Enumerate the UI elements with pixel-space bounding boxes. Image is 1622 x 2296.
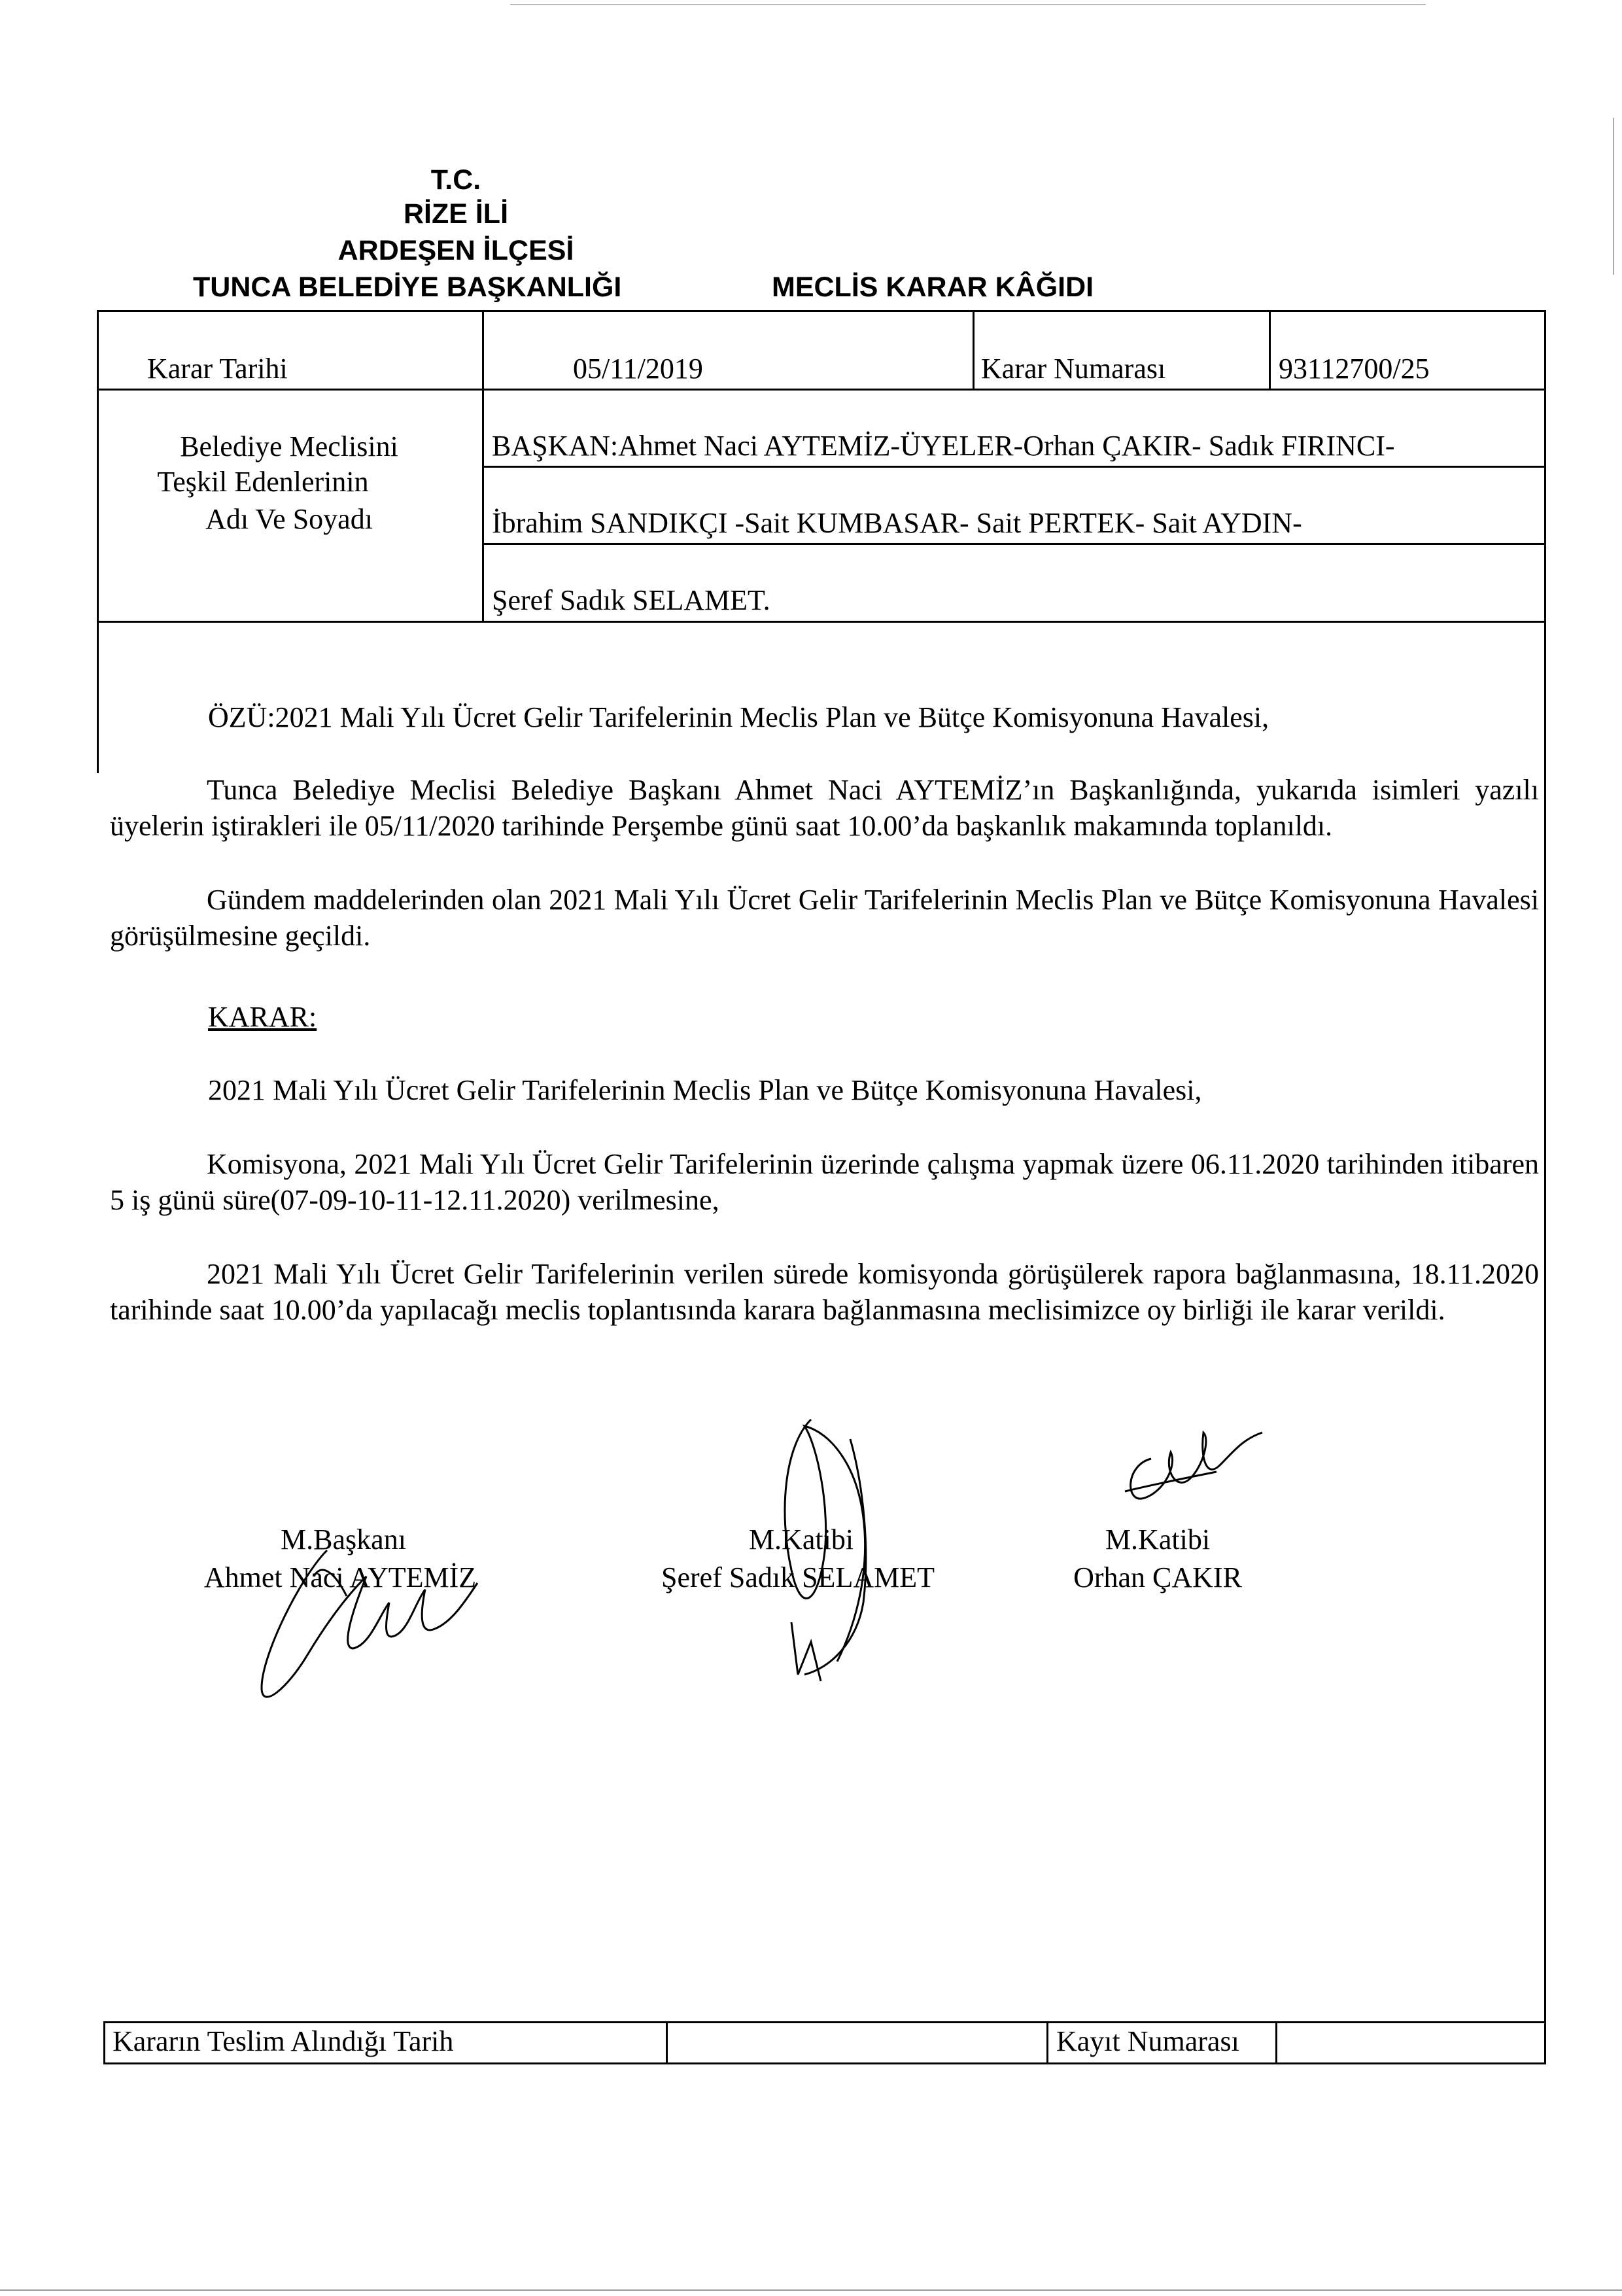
scan-artifact-top (510, 4, 1426, 5)
header-line-district: ARDEŞEN İLÇESİ (337, 235, 574, 266)
members-list-line3: Şeref Sadık SELAMET. (492, 584, 770, 616)
header-line-municipality: TUNCA BELEDİYE BAŞKANLIĞI (193, 271, 622, 303)
members-label-line2: Teşkil Edenlerinin (157, 466, 369, 498)
scan-artifact-bottom (0, 2289, 1622, 2291)
scan-artifact-right (1613, 118, 1614, 275)
header-line-tc: T.C. (430, 164, 481, 196)
handwritten-signature-clerk-2 (1112, 1419, 1269, 1518)
document-type-title: MECLİS KARAR KÂĞIDI (772, 271, 1094, 303)
footer-col-divider (1275, 2021, 1277, 2064)
members-label-line1: Belediye Meclisini (180, 430, 398, 462)
members-list-line2: İbrahim SANDIKÇI -Sait KUMBASAR- Sait PERTEK- Sait AYDIN- (492, 507, 1302, 539)
decision-number-value: 93112700/25 (1279, 353, 1430, 385)
footer-col-divider (1046, 2021, 1048, 2064)
signature-title-president: M.Başkanı (281, 1523, 406, 1556)
decision-title: 2021 Mali Yılı Ücret Gelir Tarifelerinin Meclis Plan ve Bütçe Komisyonuna Havalesi, (208, 1074, 1202, 1106)
table-row-divider (482, 543, 1546, 545)
members-label-line3: Adı Ve Soyadı (205, 503, 373, 535)
table-col-divider (1269, 310, 1271, 389)
decision-date-label: Karar Tarihi (147, 353, 288, 385)
decision-date-value: 05/11/2019 (573, 353, 703, 385)
table-col-divider (482, 310, 484, 623)
signature-title-clerk-2: M.Katibi (1105, 1523, 1211, 1556)
signature-name-clerk-2: Orhan ÇAKIR (1073, 1561, 1242, 1593)
table-col-divider (973, 310, 975, 389)
decision-paragraph-report: 2021 Mali Yılı Ücret Gelir Tarifelerinin verilen sürede komisyonda görüşülerek rapora bağlanmasına, 18.11.2020 tarihinde saat 10.00’da yapılacağı meclis toplantısında karara bağlanmasına meclisimizce oy birliği ile karar verildi. (110, 1258, 1539, 1326)
decision-number-label: Karar Numarası (981, 353, 1166, 385)
page-frame-right (1544, 623, 1546, 2062)
table-row-divider (482, 466, 1546, 468)
handwritten-signature-president (249, 1524, 497, 1707)
record-number-label: Kayıt Numarası (1056, 2025, 1239, 2057)
decision-summary: ÖZÜ:2021 Mali Yılı Ücret Gelir Tarifelerinin Meclis Plan ve Bütçe Komisyonuna Havalesi, (208, 701, 1269, 733)
table-row-divider (97, 389, 1546, 391)
meeting-paragraph: Tunca Belediye Meclisi Belediye Başkanı Ahmet Naci AYTEMİZ’ın Başkanlığında, yukarıda isimleri yazılı üyelerin iştirakleri ile 05/11/2020 tarihinde Perşembe günü saat 10.00’da başkanlık makamında toplanıldı. (110, 774, 1539, 842)
agenda-paragraph: Gündem maddelerinden olan 2021 Mali Yılı Ücret Gelir Tarifelerinin Meclis Plan ve Bütçe Komisyonuna Havalesi görüşülmesine geçildi. (110, 884, 1539, 952)
footer-col-divider (666, 2021, 668, 2064)
page-frame-left (97, 623, 99, 773)
delivery-date-label: Kararın Teslim Alındığı Tarih (112, 2025, 454, 2057)
handwritten-signature-clerk-1 (765, 1406, 909, 1694)
signature-name-clerk-1: Şeref Sadık SELAMET (661, 1561, 935, 1593)
members-list-line1: BAŞKAN:Ahmet Naci AYTEMİZ-ÜYELER-Orhan ÇAKIR- Sadık FIRINCI- (492, 430, 1395, 462)
header-line-province: RİZE İLİ (403, 198, 509, 230)
signature-title-clerk-1: M.Katibi (748, 1523, 854, 1556)
signature-name-president: Ahmet Naci AYTEMİZ (203, 1561, 477, 1593)
decision-paragraph-commission: Komisyona, 2021 Mali Yılı Ücret Gelir Tarifelerinin üzerinde çalışma yapmak üzere 06.11.2020 tarihinden itibaren 5 iş günü süre(07-09-10-11-12.11.2020) verilmesine, (110, 1148, 1539, 1216)
decision-heading: KARAR: (208, 1001, 317, 1033)
